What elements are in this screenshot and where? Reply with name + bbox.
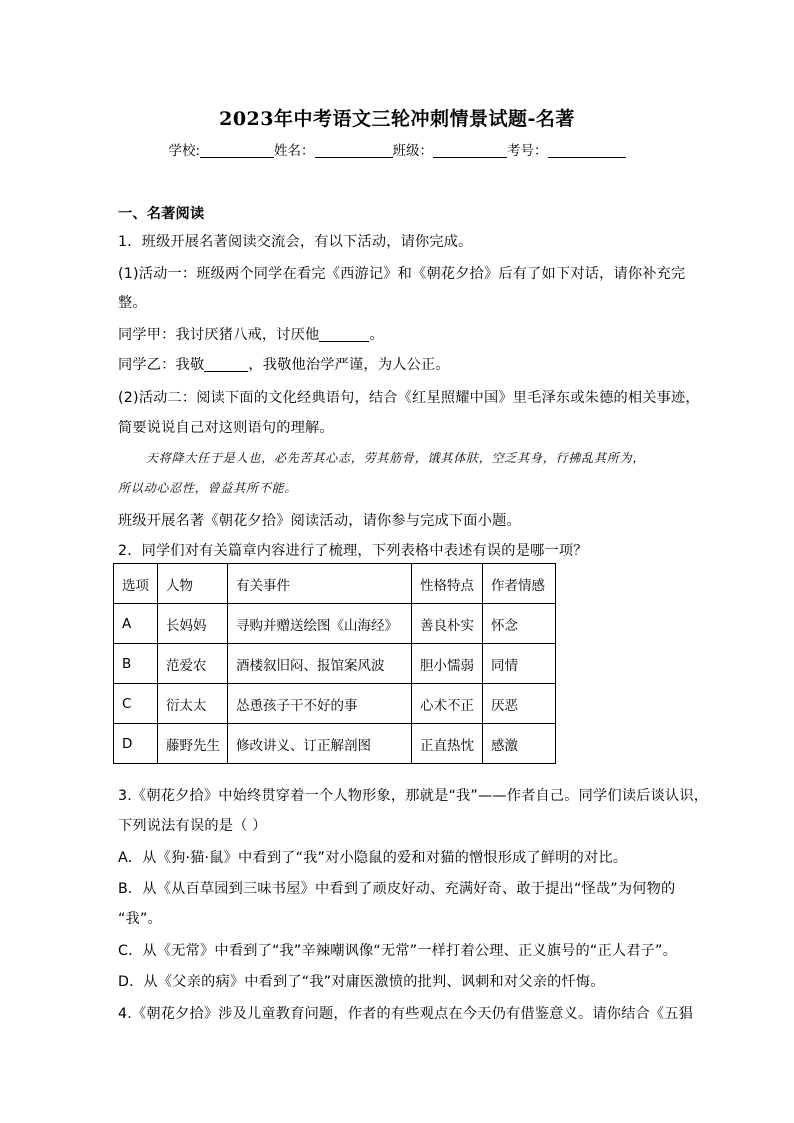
student-a-suffix: 。: [369, 327, 384, 343]
q1-student-a: [118, 324, 688, 344]
q1-stem: 1．班级开展名著阅读交流会，有以下活动，请你完成。: [118, 234, 473, 250]
table-cell: 同情: [483, 644, 556, 684]
school-blank[interactable]: [200, 143, 274, 158]
table-row: [114, 684, 556, 724]
exam-no-blank[interactable]: [548, 143, 626, 158]
student-info-row: [0, 139, 794, 159]
q2-table: [113, 563, 556, 764]
table-cell: 寻购并赠送绘图《山海经》: [228, 604, 412, 644]
class-blank[interactable]: [433, 143, 507, 158]
exam-no-label: 考号：: [507, 143, 548, 159]
table-cell: 厌恶: [483, 684, 556, 724]
table-row: [114, 604, 556, 644]
student-b-suffix: ，我敬他治学严谨，为人公正。: [248, 357, 450, 373]
table-cell: 范爱农: [158, 644, 228, 684]
class-label: 班级：: [392, 143, 434, 159]
q1-activity1-line1: (1)活动一：班级两个同学在看完《西游记》和《朝花夕拾》后有了如下对话，请你补充完: [118, 266, 686, 282]
table-cell: 酒楼叙旧闷、报馆案风波: [228, 644, 412, 684]
table-cell: 修改讲义、订正解剖图: [228, 724, 412, 764]
table-cell: B: [114, 644, 158, 684]
name-label: 姓名：: [274, 143, 315, 159]
student-b-prefix: 同学乙：我敬: [118, 357, 205, 373]
q3-option-d[interactable]: D．从《父亲的病》中看到了“我”对庸医激愤的批判、讽刺和对父亲的忏悔。: [118, 974, 605, 990]
table-header-cell: 选项: [114, 564, 158, 604]
table-row: [114, 644, 556, 684]
q3-stem-line1: 3.《朝花夕拾》中始终贯穿着一个人物形象，那就是“我”——作者自己。同学们读后谈认识，: [118, 788, 709, 804]
page-title: 2023年中考语文三轮冲刺情景试题-名著: [219, 108, 575, 130]
q3-option-a[interactable]: A．从《狗·猫·鼠》中看到了“我”对小隐鼠的爱和对猫的憎恨形成了鲜明的对比。: [118, 850, 628, 866]
table-header-cell: 人物: [158, 564, 228, 604]
q1-activity1-line2: 整。: [118, 295, 147, 311]
q1-activity2-line1: (2)活动二：阅读下面的文化经典语句，结合《红星照耀中国》里毛泽东或朱德的相关事迹，: [118, 390, 700, 406]
school-label: 学校:: [168, 143, 201, 159]
table-cell: 衍太太: [158, 684, 228, 724]
table-cell: 怂恿孩子干不好的事: [228, 684, 412, 724]
table-cell: 怀念: [483, 604, 556, 644]
q2-stem: 2．同学们对有关篇章内容进行了梳理，下列表格中表述有误的是哪一项？: [118, 543, 588, 559]
table-header-cell: 有关事件: [228, 564, 412, 604]
table-cell: A: [114, 604, 158, 644]
table-cell: 善良朴实: [412, 604, 483, 644]
student-b-blank[interactable]: [204, 357, 248, 372]
q3-stem-line2: 下列说法有误的是（ ）: [118, 818, 267, 834]
table-header-cell: 作者情感: [483, 564, 556, 604]
q3-option-c[interactable]: C．从《无常》中看到了“我”辛辣嘲讽像“无常”一样打着公理、正义旗号的“正人君子”。: [118, 943, 677, 959]
q3-option-b-line2[interactable]: “我”。: [118, 911, 162, 927]
table-cell: 藤野先生: [158, 724, 228, 764]
table-cell: 感激: [483, 724, 556, 764]
q3-option-b-line1[interactable]: B．从《从百草园到三味书屋》中看到了顽皮好动、充满好奇、敢于提出“怪哉”为何物的: [118, 881, 676, 897]
table-header-row: [114, 564, 556, 604]
student-a-blank[interactable]: [319, 327, 369, 342]
q1-student-b: [118, 354, 688, 374]
group-intro: 班级开展名著《朝花夕拾》阅读活动，请你参与完成下面小题。: [118, 513, 521, 529]
table-cell: D: [114, 724, 158, 764]
section-heading: 一、名著阅读: [118, 206, 205, 222]
table-cell: 心术不正: [412, 684, 483, 724]
table-row: [114, 724, 556, 764]
q1-activity2-line2: 简要说说自己对这则语句的理解。: [118, 420, 334, 436]
table-header-cell: 性格特点: [412, 564, 483, 604]
name-blank[interactable]: [315, 143, 393, 158]
table-cell: C: [114, 684, 158, 724]
table-cell: 胆小懦弱: [412, 644, 483, 684]
table-cell: 长妈妈: [158, 604, 228, 644]
student-a-prefix: 同学甲：我讨厌猪八戒，讨厌他: [118, 327, 320, 343]
classic-quote-line2: 所以动心忍性，曾益其所不能。: [118, 481, 298, 495]
table-cell: 正直热忱: [412, 724, 483, 764]
q4-stem-line1: 4.《朝花夕拾》涉及儿童教育问题，作者的有些观点在今天仍有借鉴意义。请你结合《五猖: [118, 1006, 694, 1022]
classic-quote-line1: 天将降大任于是人也，必先苦其心志，劳其筋骨，饿其体肤，空乏其身，行拂乱其所为，: [146, 451, 646, 465]
